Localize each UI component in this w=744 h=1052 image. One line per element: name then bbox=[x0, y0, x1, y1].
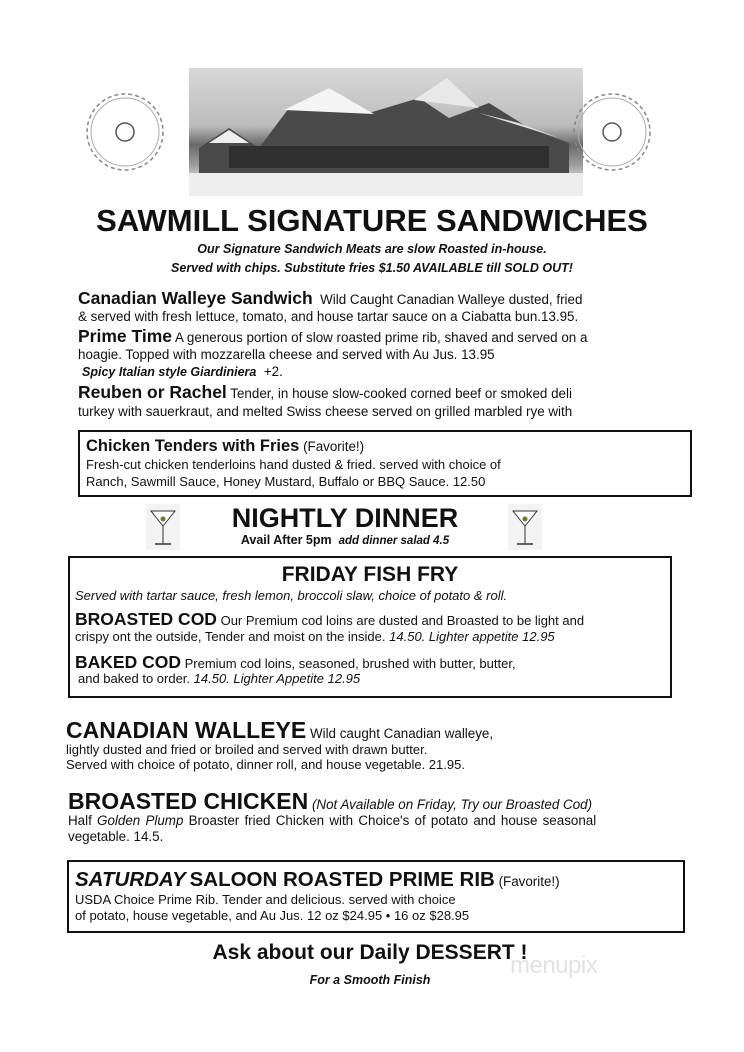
chicken-tenders-box bbox=[78, 430, 692, 497]
menu-item-canadian-walleye bbox=[66, 717, 493, 744]
avail-time: Avail After 5pm bbox=[240, 533, 332, 547]
fish-fry-served: Served with tartar sauce, fresh lemon, broccoli slaw, choice of potato & roll. bbox=[75, 588, 508, 603]
item-price: 14.50. Lighter appetite 12.95 bbox=[389, 629, 555, 644]
item-desc bbox=[68, 813, 596, 828]
martini-icon-left bbox=[146, 504, 180, 550]
item-desc: turkey with sauerkraut, and melted Swiss cheese served on grilled marbled rye with bbox=[78, 404, 573, 419]
item-desc: Premium cod loins, seasoned, brushed with butter, butter, bbox=[184, 656, 516, 671]
saw-blade-icon-right bbox=[567, 87, 657, 177]
item-name: Chicken Tenders with Fries bbox=[86, 437, 300, 455]
fish-fry-title: FRIDAY FISH FRY bbox=[281, 563, 459, 586]
menu-item-prime-time bbox=[78, 326, 587, 347]
item-desc: of potato, house vegetable, and Au Jus. 12 oz $24.95 • 16 oz $28.95 bbox=[75, 908, 470, 923]
watermark-logo: menupix bbox=[510, 952, 598, 979]
item-addon bbox=[82, 364, 283, 379]
desc-text: Half bbox=[68, 813, 98, 828]
item-tag: (Favorite!) bbox=[498, 874, 560, 889]
dessert-sub: For a Smooth Finish bbox=[309, 973, 431, 987]
item-name: Reuben or Rachel bbox=[78, 382, 227, 402]
item-price: 14.50. Lighter Appetite 12.95 bbox=[193, 671, 361, 686]
addon-price: +2. bbox=[263, 364, 283, 379]
addon-name: Spicy Italian style Giardiniera bbox=[82, 365, 257, 379]
item-desc: crispy ont the outside, Tender and moist on the inside. bbox=[75, 629, 386, 644]
menu-item-reuben bbox=[78, 382, 572, 403]
item-name: SALOON ROASTED PRIME RIB bbox=[189, 868, 495, 891]
prime-rib-box bbox=[67, 860, 685, 933]
item-name: Canadian Walleye Sandwich bbox=[78, 288, 313, 308]
salad-addon: add dinner salad 4.5 bbox=[338, 535, 450, 547]
item-desc: hoagie. Topped with mozzarella cheese and served with Au Jus. 13.95 bbox=[78, 347, 495, 362]
item-desc: USDA Choice Prime Rib. Tender and delicious. served with choice bbox=[75, 892, 456, 907]
item-desc: Tender, in house slow-cooked corned beef or smoked deli bbox=[230, 386, 572, 401]
dessert-title: Ask about our Daily DESSERT ! bbox=[212, 941, 528, 964]
martini-icon-right bbox=[508, 504, 542, 550]
item-name: BROASTED COD bbox=[75, 609, 217, 629]
item-desc: Wild Caught Canadian Walleye dusted, fried bbox=[320, 292, 583, 307]
day-label: SATURDAY bbox=[75, 868, 186, 891]
nightly-dinner-title: NIGHTLY DINNER bbox=[231, 503, 459, 533]
item-name: CANADIAN WALLEYE bbox=[66, 717, 307, 743]
item-note: (Not Available on Friday, Try our Broasted Cod) bbox=[311, 797, 593, 812]
item-desc: & served with fresh lettuce, tomato, and house tartar sauce on a Ciabatta bun.13.95. bbox=[78, 309, 579, 324]
nightly-dinner-sub bbox=[200, 533, 490, 547]
item-name: BAKED COD bbox=[75, 652, 181, 672]
menu-item-broasted-chicken bbox=[68, 788, 592, 815]
brand-name: Golden Plump bbox=[97, 813, 184, 828]
item-desc: Ranch, Sawmill Sauce, Honey Mustard, Buffalo or BBQ Sauce. 12.50 bbox=[86, 474, 486, 489]
item-desc: lightly dusted and fried or broiled and served with drawn butter. bbox=[66, 742, 428, 757]
restaurant-photo bbox=[189, 68, 583, 196]
item-desc: Served with choice of potato, dinner roll, and house vegetable. 21.95. bbox=[66, 757, 465, 772]
item-tag: (Favorite!) bbox=[303, 439, 365, 454]
desc-text: Broaster fried Chicken with Choice's of potato and house seasonal bbox=[183, 813, 597, 828]
friday-fish-fry-box bbox=[68, 556, 672, 698]
item-desc: Our Premium cod loins are dusted and Broasted to be light and bbox=[220, 613, 585, 628]
item-name: BROASTED CHICKEN bbox=[68, 788, 309, 814]
menu-item-walleye-sandwich bbox=[78, 288, 582, 309]
subtitle-line-2: Served with chips. Substitute fries $1.50 AVAILABLE till SOLD OUT! bbox=[171, 261, 573, 275]
subtitle-line-1: Our Signature Sandwich Meats are slow Roasted in-house. bbox=[197, 242, 547, 256]
item-desc: and baked to order. bbox=[78, 671, 191, 686]
item-name: Prime Time bbox=[78, 326, 173, 346]
saw-blade-icon-left bbox=[80, 87, 170, 177]
item-desc: Fresh-cut chicken tenderloins hand dusted & fried. served with choice of bbox=[86, 457, 501, 472]
page-title: SAWMILL SIGNATURE SANDWICHES bbox=[96, 203, 648, 238]
item-desc: vegetable. 14.5. bbox=[68, 829, 164, 844]
item-desc: Wild caught Canadian walleye, bbox=[309, 726, 494, 741]
item-desc: A generous portion of slow roasted prime rib, shaved and served on a bbox=[175, 330, 588, 345]
